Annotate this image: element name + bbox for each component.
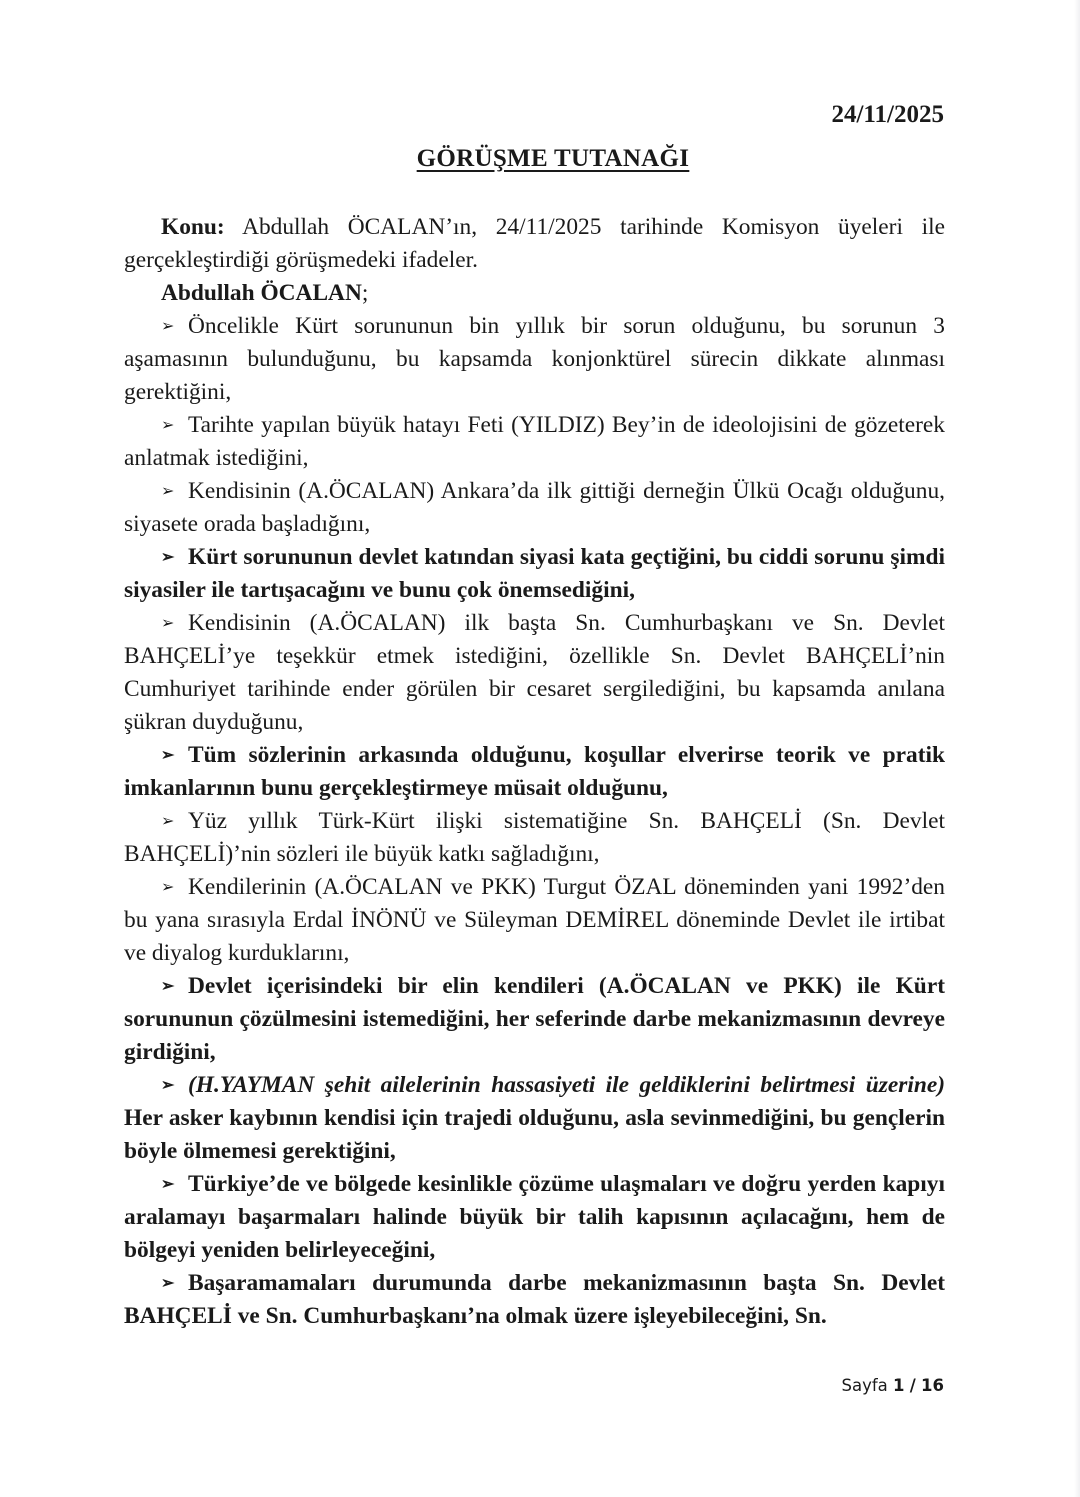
list-item-text: Öncelikle Kürt sorununun bin yıllık bir sorun olduğunu, bu sorunun 3 aşamasının bulunduğunu, bu kapsamda konjonktürel sürecin dikkate alınması gerektiğini,: [124, 313, 945, 405]
arrow-bullet-icon: ➢: [161, 1275, 175, 1292]
list-item-text: Kendilerinin (A.ÖCALAN ve PKK) Turgut ÖZAL döneminden yani 1992’den bu yana sırasıyla Erdal İNÖNÜ ve Süleyman DEMİREL döneminde Devlet ile irtibat ve diyalog kurduklarını,: [124, 874, 945, 966]
list-item-text: Türkiye’de ve bölgede kesinlikle çözüme ulaşmaları ve doğru yerden kapıyı aralamayı başarmaları halinde büyük bir talih kapısının açılacağını, hem de bölgeyi yeniden belirleyeceğini,: [124, 1171, 945, 1263]
list-item-italic-note: (H.YAYMAN şehit ailelerinin hassasiyeti ile geldiklerini belirtmesi üzerine): [188, 1072, 945, 1098]
subject-label: Konu:: [161, 214, 225, 240]
total-pages: 16: [921, 1376, 944, 1395]
arrow-bullet-icon: ➢: [161, 483, 175, 500]
list-item-text: Başaramamaları durumunda darbe mekanizmasının başta Sn. Devlet BAHÇELİ ve Sn. Cumhurbaşkanı’na olmak üzere işleyebileceğini, Sn.: [124, 1270, 945, 1329]
arrow-bullet-icon: ➢: [161, 615, 175, 632]
subject-text: Abdullah ÖCALAN’ın, 24/11/2025 tarihinde Komisyon üyeleri ile gerçekleştirdiği görüşmedeki ifadeler.: [124, 214, 945, 273]
arrow-bullet-icon: ➢: [161, 879, 175, 896]
document-body: [124, 211, 945, 1333]
list-item-bold: [124, 970, 945, 1069]
speaker-heading: [124, 277, 945, 310]
page-label: Sayfa: [841, 1376, 888, 1395]
document-date: 24/11/2025: [831, 101, 944, 128]
speaker-suffix: ;: [361, 280, 369, 306]
arrow-bullet-icon: ➢: [161, 549, 175, 566]
list-item-text: Kendisinin (A.ÖCALAN) Ankara’da ilk gittiği derneğin Ülkü Ocağı olduğunu, siyasete orada başladığını,: [124, 478, 945, 537]
arrow-bullet-icon: ➢: [161, 417, 175, 434]
arrow-bullet-icon: ➢: [161, 318, 175, 335]
subject-paragraph: [124, 211, 945, 277]
current-page: 1: [893, 1376, 905, 1395]
list-item: [124, 475, 945, 541]
list-item-text: Her asker kaybının kendisi için trajedi olduğunu, asla sevinmediğini, bu gençlerin böyle ölmemesi gerektiğini,: [124, 1105, 945, 1164]
list-item: [124, 409, 945, 475]
list-item-text: Tarihte yapılan büyük hatayı Feti (YILDIZ) Bey’in de ideolojisini de gözeterek anlatmak istediğini,: [124, 412, 945, 471]
document-title: GÖRÜŞME TUTANAĞI: [416, 145, 690, 172]
arrow-bullet-icon: ➢: [161, 1176, 175, 1193]
page-number-footer: [841, 1376, 944, 1395]
list-item-text: Kendisinin (A.ÖCALAN) ilk başta Sn. Cumhurbaşkanı ve Sn. Devlet BAHÇELİ’ye teşekkür etmek istediğini, özellikle Sn. Devlet BAHÇELİ’nin Cumhuriyet tarihinde ender görülen bir cesaret sergilediğini, bu kapsamda anılana şükran duyduğunu,: [124, 610, 945, 735]
list-item-bold: [124, 739, 945, 805]
list-item: [124, 871, 945, 970]
arrow-bullet-icon: ➢: [161, 978, 175, 995]
arrow-bullet-icon: ➢: [161, 747, 175, 764]
list-item: [124, 805, 945, 871]
list-item-bold: [124, 1267, 945, 1333]
list-item-bold: [124, 1168, 945, 1267]
list-item: [124, 607, 945, 739]
list-item-text: Kürt sorununun devlet katından siyasi kata geçtiğini, bu ciddi sorunu şimdi siyasiler ile tartışacağını ve bunu çok önemsediğini,: [124, 544, 945, 603]
list-item: [124, 310, 945, 409]
list-item-text: Tüm sözlerinin arkasında olduğunu, koşullar elverirse teorik ve pratik imkanlarının bunu gerçekleştirmeye müsait olduğunu,: [124, 742, 945, 801]
arrow-bullet-icon: ➢: [161, 813, 175, 830]
page-edge-shadow: [1074, 0, 1080, 1497]
list-item-text: Devlet içerisindeki bir elin kendileri (A.ÖCALAN ve PKK) ile Kürt sorununun çözülmesini istemediğini, her seferinde darbe mekanizmasının devreye girdiğini,: [124, 973, 945, 1065]
list-item-bold: [124, 1069, 945, 1168]
list-item-bold: [124, 541, 945, 607]
arrow-bullet-icon: ➢: [161, 1077, 175, 1094]
page-separator: /: [909, 1376, 916, 1395]
speaker-name: Abdullah ÖCALAN: [161, 280, 362, 306]
list-item-text: Yüz yıllık Türk-Kürt ilişki sistematiğine Sn. BAHÇELİ (Sn. Devlet BAHÇELİ)’nin sözleri ile büyük katkı sağladığını,: [124, 808, 945, 867]
